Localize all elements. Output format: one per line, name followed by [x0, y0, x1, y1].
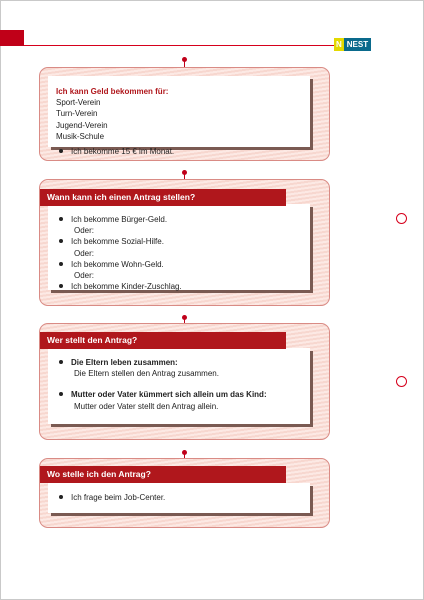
section-heading: [40, 466, 286, 483]
pin-icon: [182, 57, 187, 62]
punch-hole-icon: [396, 213, 407, 224]
bullet-icon: [59, 495, 63, 499]
pin-icon: [182, 315, 187, 320]
list-item: Jugend-Verein: [56, 120, 108, 130]
card-body: [48, 76, 310, 157]
bullet-item: [59, 236, 182, 247]
bullet-text: Ich bekomme Bürger-Geld.: [71, 215, 168, 224]
heading-keyword: Wo: [47, 469, 61, 479]
bullet-title: Die Eltern leben zusammen:: [71, 358, 178, 367]
bullet-icon: [59, 149, 63, 153]
bullet-icon: [59, 239, 63, 243]
pin-icon: [182, 450, 187, 455]
list-item: Turn-Verein: [56, 109, 98, 119]
bullet-icon: [59, 284, 63, 288]
bullet-text: Ich bekomme Kinder-Zuschlag.: [71, 282, 182, 292]
punch-hole-icon: [396, 376, 407, 387]
card-body: [48, 348, 310, 424]
or-text: Oder:: [74, 271, 95, 281]
list-item: Musik-Schule: [56, 131, 105, 141]
bullet-icon: [59, 217, 63, 221]
bullet-text: Ich bekomme Wohn-Geld.: [71, 259, 164, 269]
bullet-item: [59, 259, 182, 270]
or-text: Oder:: [74, 248, 95, 258]
heading-keyword: Wann: [47, 192, 70, 202]
bullet-icon: [59, 262, 63, 266]
bullet-text: Ich bekomme 15 € im Monat.: [71, 147, 175, 157]
bullet-item: [59, 389, 267, 400]
bullet-item: [59, 281, 182, 292]
card-body: [48, 483, 310, 513]
bullet-text: Ich bekomme Sozial-Hilfe.: [71, 237, 164, 247]
bullet-item: [59, 214, 182, 225]
nest-logo: [334, 38, 371, 51]
box-title: Ich kann Geld bekommen für:: [56, 87, 169, 96]
bullet-icon: [59, 360, 63, 364]
info-card-money: [39, 67, 330, 161]
pin-icon: [182, 170, 187, 175]
bullet-item: [59, 357, 267, 368]
heading-keyword: Wer: [47, 335, 63, 345]
bullet-item: [59, 492, 165, 503]
list-item: Sport-Verein: [56, 98, 101, 108]
section-heading: [40, 332, 286, 349]
header-rule: [24, 45, 371, 46]
bullet-detail: Die Eltern stellen den Antrag zusammen.: [74, 369, 219, 379]
section-heading: [40, 189, 286, 206]
logo-text: NEST: [344, 38, 371, 51]
heading-text: stellt den Antrag?: [62, 335, 138, 345]
bullet-text: Ich frage beim Job-Center.: [71, 493, 166, 502]
logo-prefix: N: [336, 40, 342, 49]
bullet-detail: Mutter oder Vater stellt den Antrag allein.: [74, 401, 219, 411]
or-text: Oder:: [74, 226, 95, 236]
bullet-title: Mutter oder Vater kümmert sich allein um das Kind:: [71, 390, 267, 400]
card-body: [48, 204, 310, 290]
corner-marker: [0, 30, 24, 46]
heading-text: kann ich einen Antrag stellen?: [69, 192, 196, 202]
bullet-icon: [59, 392, 63, 396]
bullet-item: [56, 146, 174, 157]
heading-text: stelle ich den Antrag?: [60, 469, 151, 479]
